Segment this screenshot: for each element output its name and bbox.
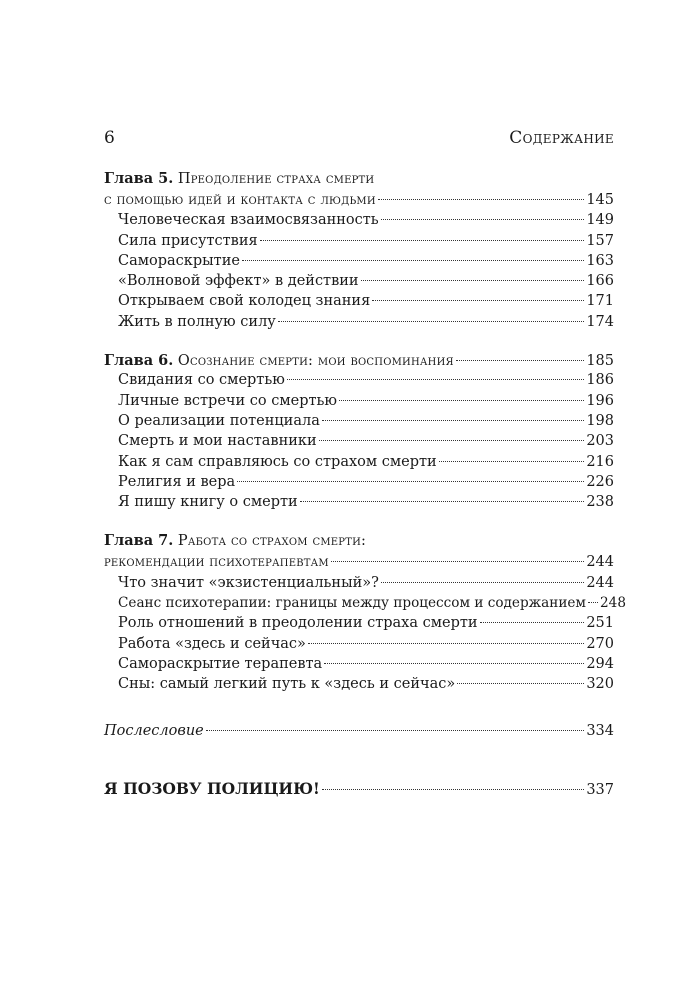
dot-leader	[260, 240, 585, 241]
chapter-6-heading[interactable]	[104, 352, 614, 372]
chapter-7-heading: Глава 7. Работа со страхом смерти:	[104, 532, 367, 550]
dot-leader	[381, 219, 585, 220]
toc-entry-title: Глава 6. Осознание смерти: мои воспоминания	[104, 352, 454, 370]
toc-entry[interactable]	[104, 372, 614, 392]
toc-entry-title: Работа «здесь и сейчас»	[118, 635, 306, 652]
dot-leader	[206, 730, 585, 731]
toc-entry-title: Смерть и мои наставники	[118, 433, 317, 450]
toc-entry[interactable]	[104, 253, 614, 273]
dot-leader	[381, 582, 584, 583]
toc-entry-title: «Волновой эффект» в действии	[118, 273, 359, 290]
dot-leader	[331, 561, 584, 562]
toc-entry-title: Я пишу книгу о смерти	[118, 494, 298, 511]
toc-entry-page: 294	[586, 655, 614, 672]
toc-entry-page: 171	[586, 293, 614, 310]
toc-entry[interactable]	[104, 192, 614, 212]
toc-entry-page: 270	[586, 635, 614, 652]
afterword-entry[interactable]	[104, 723, 614, 743]
dot-leader	[457, 683, 584, 684]
toc-entry-title: Сила присутствия	[118, 232, 258, 249]
toc-entry[interactable]	[104, 615, 614, 635]
page-header	[104, 128, 614, 154]
toc-entry-page: 244	[586, 574, 614, 591]
dot-leader	[242, 260, 584, 261]
toc-entry[interactable]	[104, 575, 614, 595]
toc-entry-page: 337	[586, 781, 614, 798]
toc-entry[interactable]	[104, 676, 614, 696]
toc-entry-title: Роль отношений в преодолении страха смерти	[118, 615, 478, 632]
dot-leader	[287, 379, 584, 380]
toc-entry-page: 238	[586, 494, 614, 511]
toc-entry[interactable]	[104, 393, 614, 413]
toc-entry-page: 157	[586, 232, 614, 249]
toc-entry-title: Личные встречи со смертью	[118, 392, 338, 409]
toc-entry-page: 248	[600, 595, 626, 612]
toc-entry-title: О реализации потенциала	[118, 412, 320, 429]
toc-entry[interactable]	[104, 212, 614, 232]
toc-entry-page: 185	[586, 353, 614, 370]
toc-entry-title: Послесловие	[104, 722, 204, 739]
toc-entry-page: 198	[586, 412, 614, 429]
toc-entry-title: Человеческая взаимосвязанность	[118, 212, 379, 229]
toc-entry[interactable]	[104, 554, 614, 574]
toc-entry[interactable]	[104, 314, 614, 334]
dot-leader	[322, 789, 584, 790]
dot-leader	[439, 461, 585, 462]
toc-entry-title: с помощью идей и контакта с людьми	[104, 192, 376, 208]
toc-entry-title: Что значит «экзистенциальный»?	[118, 574, 379, 591]
toc-entry[interactable]	[104, 595, 626, 615]
toc-entry-page: 226	[586, 473, 614, 490]
toc-entry-title: рекомендации психотерапевтам	[104, 554, 329, 571]
chapter-5-heading: Глава 5. Преодоление страха смерти	[104, 170, 375, 187]
dot-leader	[480, 622, 585, 623]
dot-leader	[278, 321, 584, 322]
toc-entry-page: 174	[586, 313, 614, 330]
toc-entry[interactable]	[104, 413, 614, 433]
toc-entry[interactable]	[104, 293, 614, 313]
toc-entry-title: Религия и вера	[118, 473, 236, 490]
dot-leader	[588, 602, 598, 603]
dot-leader	[361, 280, 585, 281]
dot-leader	[319, 440, 585, 441]
toc-entry[interactable]	[104, 636, 614, 656]
dot-leader	[300, 501, 585, 502]
toc-entry[interactable]	[104, 233, 614, 253]
toc-entry-page: 163	[586, 252, 614, 269]
dot-leader	[324, 663, 584, 664]
dot-leader	[456, 360, 585, 361]
appendix-entry[interactable]	[104, 779, 614, 799]
dot-leader	[372, 300, 584, 301]
toc-entry[interactable]	[104, 494, 614, 514]
toc-entry-page: 216	[586, 453, 614, 470]
toc-entry-title: Открываем свой колодец знания	[118, 293, 371, 310]
toc-entry[interactable]	[104, 273, 614, 293]
page-number: 6	[104, 128, 115, 148]
toc-entry-title: Самораскрытие терапевта	[118, 655, 323, 672]
dot-leader	[339, 400, 584, 401]
toc-entry-title: Я ПОЗОВУ ПОЛИЦИЮ!	[104, 778, 320, 798]
table-of-contents	[104, 170, 626, 799]
toc-entry-page: 166	[586, 273, 614, 290]
toc-entry[interactable]	[104, 433, 614, 453]
dot-leader	[378, 199, 585, 200]
running-title: Содержание	[509, 128, 614, 148]
toc-entry-title: Сны: самый легкий путь к «здесь и сейчас»	[118, 676, 456, 693]
toc-entry-page: 149	[586, 212, 614, 229]
toc-entry-title: Как я сам справляюсь со страхом смерти	[118, 453, 437, 470]
toc-entry-title: Сеанс психотерапии: границы между процессом и содержанием	[118, 595, 587, 612]
dot-leader	[237, 481, 584, 482]
toc-entry-page: 334	[586, 722, 614, 739]
toc-entry-page: 186	[586, 372, 614, 389]
toc-entry-page: 244	[586, 554, 614, 571]
toc-entry-page: 196	[586, 392, 614, 409]
toc-entry-page: 203	[586, 433, 614, 450]
toc-entry-page: 251	[586, 615, 614, 632]
toc-entry[interactable]	[104, 656, 614, 676]
toc-entry-page: 320	[586, 676, 614, 693]
toc-entry-title: Жить в полную силу	[118, 313, 276, 330]
dot-leader	[322, 420, 584, 421]
toc-entry-title: Свидания со смертью	[118, 372, 285, 389]
toc-entry-title: Самораскрытие	[118, 252, 240, 269]
dot-leader	[308, 643, 584, 644]
toc-entry[interactable]	[104, 474, 614, 494]
toc-entry-page: 145	[586, 192, 614, 208]
toc-entry[interactable]	[104, 454, 614, 474]
